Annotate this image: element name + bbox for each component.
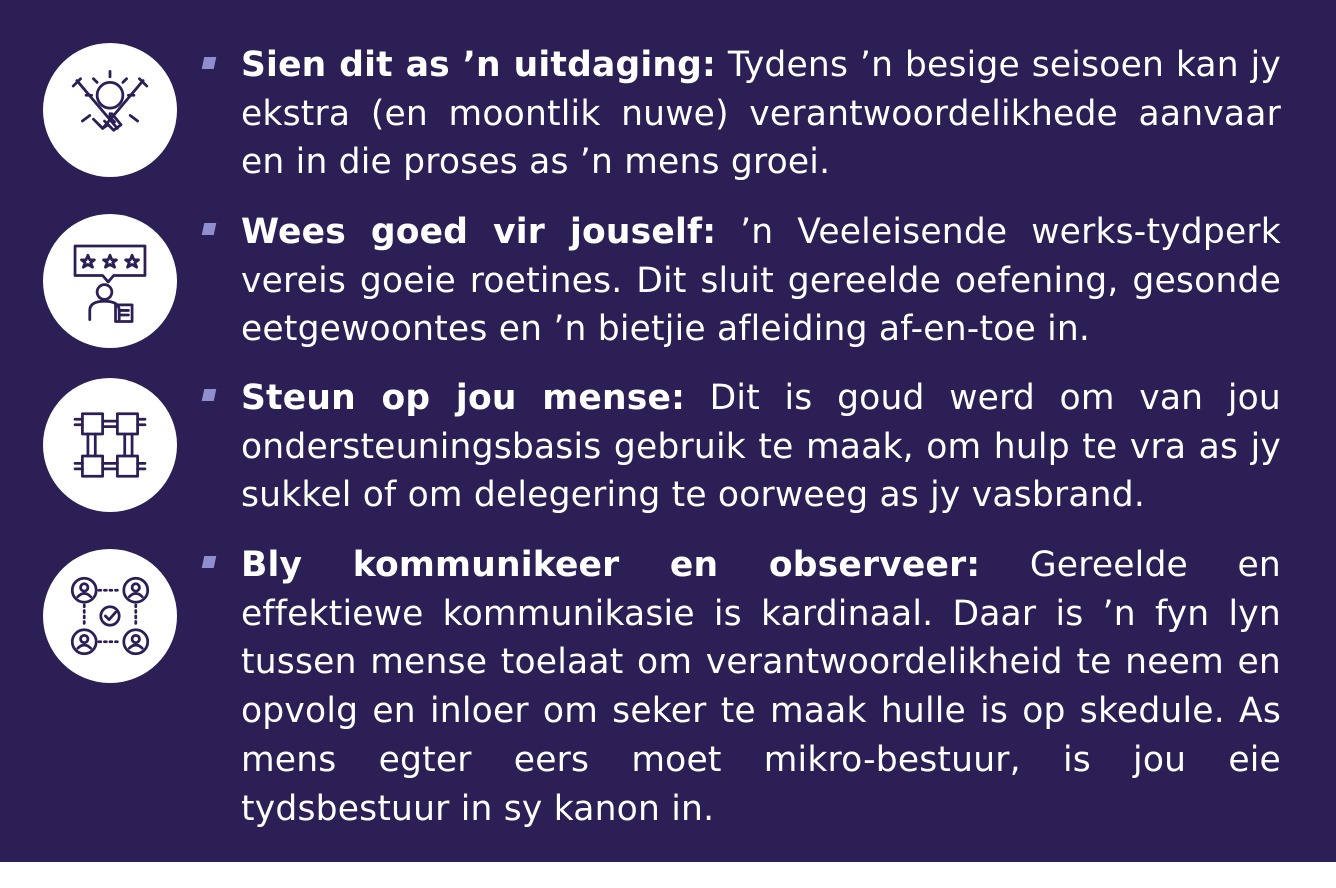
bullet-marker — [202, 389, 217, 401]
tip-body: Dit is goud werd om van jou ondersteuningsbasis gebruik te maak, om hulp te vra as jy sukkel of om delegering te oorweeg as jy vasbrand. — [241, 378, 1281, 516]
team-network-icon — [43, 549, 177, 683]
tip-text — [241, 208, 1281, 354]
handshake-gear-icon — [43, 43, 177, 177]
tip-body: Tydens ’n besige seisoen kan jy ekstra (en moontlik nuwe) verantwoordelikhede aanvaar en in die proses as ’n mens groei. — [241, 45, 1282, 183]
person-rating-icon — [43, 214, 177, 348]
tip-heading: Wees goed vir jouself: — [241, 212, 717, 252]
tip-heading: Steun op jou mense: — [241, 378, 686, 418]
tip-text — [241, 541, 1281, 833]
tip-heading: Bly kommunikeer en observeer: — [241, 545, 981, 585]
tip-body: ’n Veeleisende werks-tydperk vereis goeie roetines. Dit sluit gereelde oefening, gesonde eetgewoontes en ’n bietjie afleiding af-en-toe in. — [241, 212, 1281, 350]
tip-body: Gereelde en effektiewe kommunikasie is kardinaal. Daar is ’n fyn lyn tussen mense toelaat om verantwoordelikheid te neem en opvolg en inloer om seker te maak hulle is op skedule. As mens egter eers moet mikro-bestuur, is jou eie tydsbestuur in sy kanon in. — [241, 545, 1281, 829]
tip-text — [241, 41, 1281, 187]
bullet-marker — [202, 57, 217, 69]
bullet-marker — [202, 556, 217, 568]
tip-heading: Sien dit as ’n uitdaging: — [241, 45, 717, 85]
hands-support-icon — [43, 378, 177, 512]
bullet-marker — [202, 223, 217, 235]
tip-text — [241, 374, 1281, 520]
